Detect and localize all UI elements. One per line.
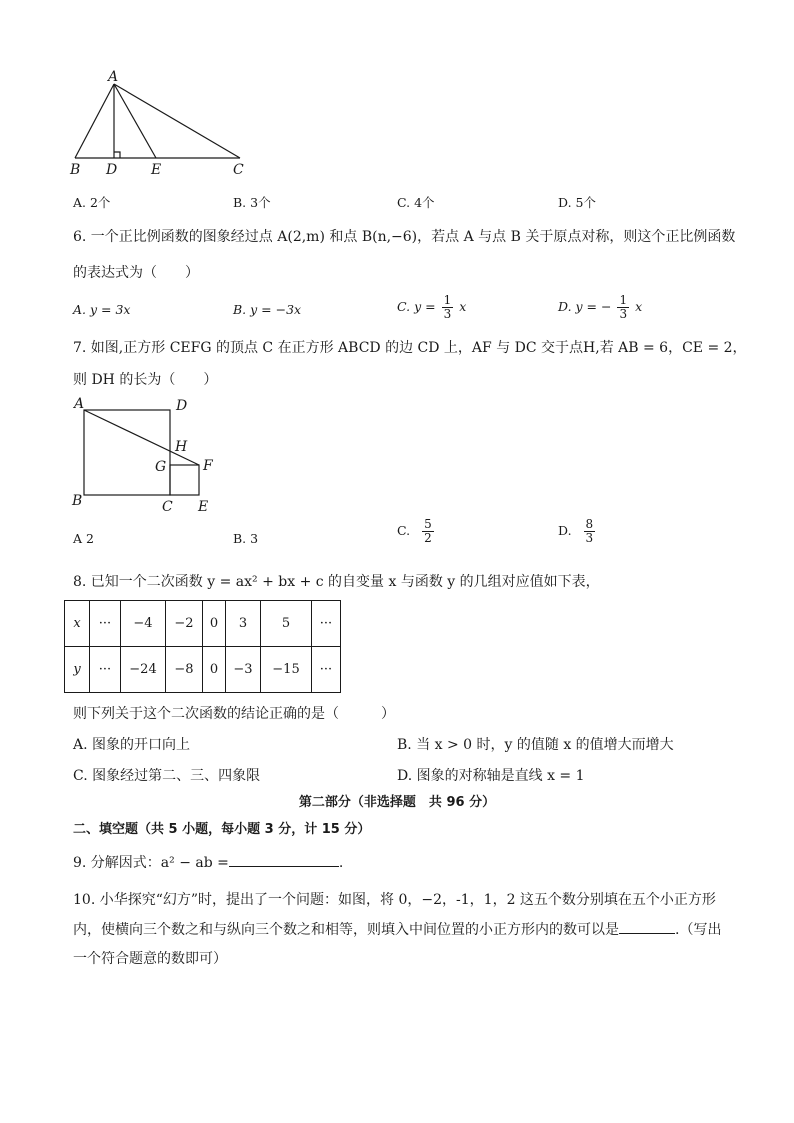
q7-option-a[interactable]: A 2 <box>73 531 94 546</box>
q7-option-c-prefix: C. <box>397 523 411 538</box>
q10-line2-text: 内，使横向三个数之和与纵向三个数之和相等，则填入中间位置的小正方形内的数可以是 <box>73 922 619 938</box>
label-e: E <box>198 499 209 515</box>
fraction-denominator: 3 <box>443 307 452 321</box>
table-cell: ··· <box>90 647 121 693</box>
q6-option-d-prefix: D. y = − <box>558 299 612 314</box>
q7-option-d-fraction <box>584 518 596 545</box>
label-f: F <box>203 458 213 474</box>
label-c: C <box>162 499 173 515</box>
segment-af <box>84 410 199 465</box>
segment-ab <box>75 84 114 158</box>
q7-option-b[interactable]: B. 3 <box>233 531 259 546</box>
q6-option-c-fraction <box>442 294 454 321</box>
fraction-denominator: 2 <box>424 531 432 545</box>
table-cell: y <box>65 647 90 693</box>
q5-option-d[interactable]: D. 5个 <box>558 195 596 210</box>
table-cell: ··· <box>90 601 121 647</box>
q8-option-d[interactable]: D. 图象的对称轴是直线 x = 1 <box>397 768 585 784</box>
label-a: A <box>74 396 85 412</box>
q9-stem <box>73 853 343 873</box>
table-cell: −2 <box>166 601 203 647</box>
q10-stem-line2 <box>73 920 721 940</box>
q5-option-a[interactable]: A. 2个 <box>73 195 111 210</box>
q7-option-d-prefix: D. <box>558 523 572 538</box>
fraction-denominator: 3 <box>619 307 628 321</box>
table-cell: ··· <box>312 601 341 647</box>
table-cell: −8 <box>166 647 203 693</box>
q6-option-c-prefix: C. y = <box>397 299 436 314</box>
table-cell: 0 <box>203 647 226 693</box>
table-cell: ··· <box>312 647 341 693</box>
q10-line2-end: .（写出 <box>675 922 722 938</box>
table-cell: x <box>65 601 90 647</box>
q8-option-b[interactable]: B. 当 x > 0 时，y 的值随 x 的值增大而增大 <box>397 737 674 753</box>
part-two-heading: 第二部分（非选择题 共 96 分） <box>298 795 496 810</box>
q6-option-c-suffix: x <box>459 299 467 314</box>
table-cell: −15 <box>261 647 312 693</box>
q7-stem-line1: 7. 如图,正方形 CEFG 的顶点 C 在正方形 ABCD 的边 CD 上，AF 与 DC 交于点H,若 AB = 6，CE = 2， <box>73 340 747 356</box>
q9-text: 9. 分解因式：a² − ab = <box>73 855 229 871</box>
q7-stem-line2: 则 DH 的长为（ ） <box>73 372 218 388</box>
q6-stem-line1: 6. 一个正比例函数的图象经过点 A(2,m) 和点 B(n,−6)，若点 A 与点 B 关于原点对称，则这个正比例函数 <box>73 229 736 245</box>
label-a: A <box>108 69 119 85</box>
label-g: G <box>155 459 167 475</box>
table-cell: −4 <box>121 601 166 647</box>
q6-option-d[interactable] <box>558 294 642 321</box>
q8-stem-line1: 8. 已知一个二次函数 y = ax² + bx + c 的自变量 x 与函数 y 的几组对应值如下表， <box>73 574 600 590</box>
q8-option-c[interactable]: C. 图象经过第二、三、四象限 <box>73 768 261 784</box>
segment-ae <box>114 84 156 158</box>
table-row <box>65 601 341 647</box>
value-table <box>64 600 341 693</box>
squares-figure <box>66 392 226 518</box>
square-cefg <box>170 465 199 495</box>
q6-stem-line2: 的表达式为（ ） <box>73 265 199 281</box>
label-h: H <box>175 439 188 455</box>
q6-option-a[interactable]: A. y = 3x <box>73 302 131 317</box>
label-b: B <box>72 493 83 509</box>
label-b: B <box>70 162 81 178</box>
table-cell: −24 <box>121 647 166 693</box>
square-abcd <box>84 410 170 495</box>
q6-option-b[interactable]: B. y = −3x <box>233 302 302 317</box>
q9-end: . <box>338 855 344 871</box>
right-angle-mark <box>114 152 120 158</box>
q10-stem-line1: 10. 小华探究“幻方”时，提出了一个问题：如图，将 0，−2，-1，1，2 这五个数分别填在五个小正方形 <box>73 892 716 908</box>
q5-option-c[interactable]: C. 4个 <box>397 195 435 210</box>
triangle-figure <box>60 62 260 182</box>
table-cell: 0 <box>203 601 226 647</box>
table-cell: 5 <box>261 601 312 647</box>
label-c: C <box>233 162 244 178</box>
fraction-numerator: 8 <box>585 517 594 531</box>
fraction-denominator: 3 <box>585 531 594 545</box>
q8-option-a[interactable]: A. 图象的开口向上 <box>73 737 191 753</box>
table-cell: −3 <box>226 647 261 693</box>
label-d: D <box>106 162 118 178</box>
fraction-numerator: 1 <box>443 293 452 307</box>
q6-option-d-suffix: x <box>635 299 643 314</box>
q6-option-c[interactable] <box>397 294 466 321</box>
q7-option-c[interactable] <box>397 518 436 545</box>
q10-stem-line3: 一个符合题意的数即可） <box>73 951 227 967</box>
q7-option-d[interactable] <box>558 518 597 545</box>
label-d: D <box>176 398 188 414</box>
fill-in-section-heading: 二、填空题（共 5 小题，每小题 3 分，计 15 分） <box>73 822 371 837</box>
q6-option-d-fraction <box>617 294 629 321</box>
q7-option-c-fraction <box>422 518 434 545</box>
label-e: E <box>151 162 162 178</box>
table-cell: 3 <box>226 601 261 647</box>
table-row <box>65 647 341 693</box>
segment-ac <box>114 84 240 158</box>
fraction-numerator: 5 <box>424 517 432 531</box>
q8-stem-line2: 则下列关于这个二次函数的结论正确的是（ ） <box>73 706 395 722</box>
q9-answer-blank[interactable] <box>229 866 339 867</box>
q10-answer-blank[interactable] <box>619 933 675 934</box>
q5-option-b[interactable]: B. 3个 <box>233 195 271 210</box>
fraction-numerator: 1 <box>619 293 628 307</box>
